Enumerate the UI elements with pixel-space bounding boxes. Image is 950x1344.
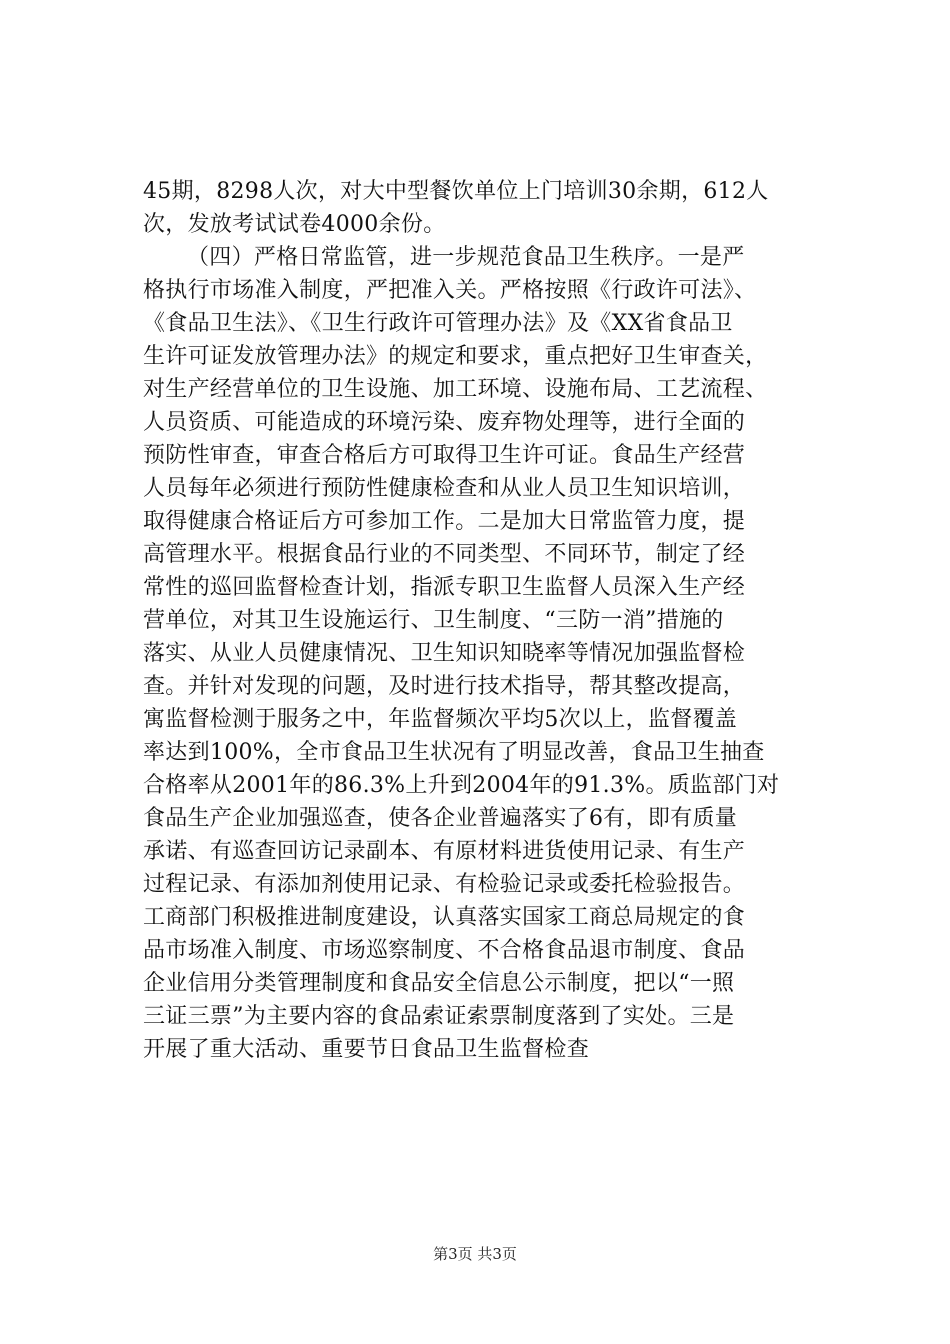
text-line: 生许可证发放管理办法》的规定和要求，重点把好卫生审查关， (143, 344, 768, 369)
text-line: 45期，8298人次，对大中型餐饮单位上门培训30余期，612人 (143, 179, 769, 204)
text-line: 查。并针对发现的问题，及时进行技术指导，帮其整改提高， (143, 674, 746, 699)
text-line: 预防性审查，审查合格后方可取得卫生许可证。食品生产经营 (143, 443, 746, 468)
text-line: 取得健康合格证后方可参加工作。二是加大日常监管力度，提 (143, 509, 746, 534)
text-line: 格执行市场准入制度，严把准入关。严格按照《行政许可法》、 (143, 278, 757, 303)
text-line: 三证三票”为主要内容的食品索证索票制度落到了实处。三是 (143, 1004, 735, 1029)
text-line: 次，发放考试试卷4000余份。 (143, 212, 446, 237)
text-line: 人员资质、可能造成的环境污染、废弃物处理等，进行全面的 (143, 410, 746, 435)
text-line: 食品生产企业加强巡查，使各企业普遍落实了6有，即有质量 (143, 806, 738, 831)
text-line: 营单位，对其卫生设施运行、卫生制度、“三防一消”措施的 (143, 608, 724, 633)
text-line: 高管理水平。根据食品行业的不同类型、不同环节，制定了经 (143, 542, 746, 567)
text-line: 落实、从业人员健康情况、卫生知识知晓率等情况加强监督检 (143, 641, 746, 666)
text-line: 率达到100%，全市食品卫生状况有了明显改善，食品卫生抽查 (143, 740, 765, 765)
text-line: 开展了重大活动、重要节日食品卫生监督检查 (143, 1037, 590, 1062)
text-line: 对生产经营单位的卫生设施、加工环境、设施布局、工艺流程、 (143, 377, 768, 402)
body-text (143, 175, 833, 1066)
text-line: 承诺、有巡查回访记录副本、有原材料进货使用记录、有生产 (143, 839, 746, 864)
text-line: 品市场准入制度、市场巡察制度、不合格食品退市制度、食品 (143, 938, 746, 963)
text-line: 工商部门积极推进制度建设，认真落实国家工商总局规定的食 (143, 905, 746, 930)
text-line: 寓监督检测于服务之中，年监督频次平均5次以上，监督覆盖 (143, 707, 738, 732)
text-line: 常性的巡回监督检查计划，指派专职卫生监督人员深入生产经 (143, 575, 746, 600)
page-footer: 第3页 共3页 (433, 1245, 517, 1263)
text-line: 合格率从2001年的86.3%上升到2004年的91.3%。质监部门对 (143, 773, 780, 798)
text-line: 《食品卫生法》、《卫生行政许可管理办法》及《XX省食品卫 (143, 311, 733, 336)
text-line: 过程记录、有添加剂使用记录、有检验记录或委托检验报告。 (143, 872, 746, 897)
text-line: 企业信用分类管理制度和食品安全信息公示制度，把以“一照 (143, 971, 735, 996)
text-line: 人员每年必须进行预防性健康检查和从业人员卫生知识培训， (143, 476, 746, 501)
paragraph-start-line: （四）严格日常监管，进一步规范食品卫生秩序。一是严 (187, 245, 745, 270)
